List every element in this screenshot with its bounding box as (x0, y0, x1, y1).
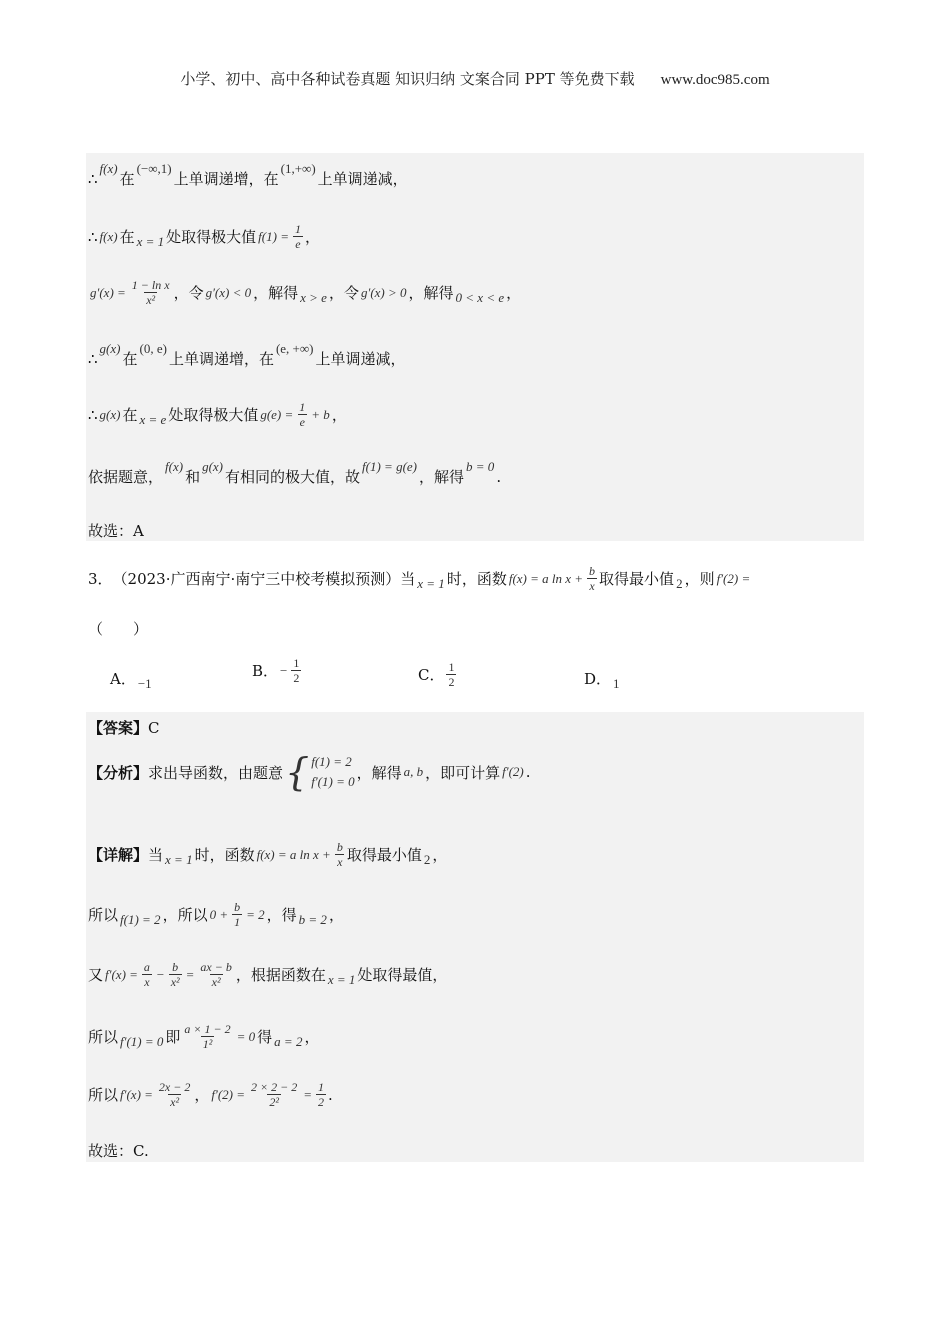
math-interval: (−∞,1) (136, 160, 172, 176)
fraction: $\frac{b}{x}$ (336, 840, 343, 869)
equation-system: { f(1) = 2 f′(1) = 0 (285, 750, 355, 794)
detail-line-2: 所以 f(1) = 2 ，所以 0 + $\frac{b}{1}$ = 2 ，得 b = 2 ， (88, 900, 344, 929)
detail-line-3: 又 f′(x) = $\frac{a}{x}$ − $\frac{b}{\text{x²}}$ = $\frac{ax - b}{\text{x²}}$ ，根据函数在 x = 1 处取得最值， (88, 960, 448, 989)
choice-b[interactable]: B． − $\frac{1}{2}$ (252, 656, 300, 685)
fraction: $\frac{1}{e}$ (299, 400, 306, 429)
page-header (0, 68, 950, 89)
fraction: $\frac{b}{1}$ (234, 900, 241, 929)
header-site: www.doc985.com (660, 72, 770, 88)
solution-line-5: ∴ g(x) 在 x = e 处取得极大值 g(e) = $\frac{1}{e}$ + b ， (88, 400, 347, 429)
detail-line-4: 所以 f′(1) = 0 即 $\frac{a \times 1 - 2}{\text{1²}}$ = 0 得 a = 2 ， (88, 1022, 320, 1051)
choice-a[interactable]: A． −1 (110, 670, 152, 691)
fraction: $\frac{2 \times 2 - 2}{\text{2²}}$ (251, 1080, 298, 1109)
fraction: $\frac{2x - 2}{\text{x²}}$ (158, 1080, 191, 1109)
solution-line-6: 依据题意， f(x) 和 g(x) 有相同的极大值，故 f(1) = g(e) ，解得 b = 0 . (88, 458, 502, 486)
fraction: $\frac{1}{2}$ (448, 660, 455, 689)
fraction: $\frac{\text{1 − ln x}}{\text{x²}}$ (131, 278, 170, 307)
solution-line-2: ∴ f(x) 在 x = 1 处取得极大值 f(1) = $\frac{1}{e}$ ， (88, 222, 320, 251)
question-paren: （ ） (88, 620, 149, 638)
solution-line-3: g′(x) = $\frac{\text{1 − ln x}}{\text{x²}}$ ，令 g′(x) < 0 ，解得 x > e ，令 g′(x) > 0 ，解得 0 < x < e ， (90, 278, 522, 307)
analysis-line: 【分析】 求出导函数，由题意 { f(1) = 2 f′(1) = 0 ，解得 a, b ，即可计算 f′(2) . (88, 750, 531, 794)
fraction: $\frac{a}{x}$ (143, 960, 150, 989)
fraction: $\frac{b}{\text{x²}}$ (170, 960, 180, 989)
question-3: 3． （2023·广西南宁·南宁三中校考模拟预测）当 x = 1 时，函数 f(x) = a ln x + $\frac{b}{x}$ 取得最小值 2 ，则 f′(2) = (88, 564, 751, 593)
choice-c[interactable]: C． $\frac{1}{2}$ (418, 660, 455, 689)
fraction: $\frac{b}{x}$ (589, 564, 596, 593)
answer-line: 【答案】 C (88, 718, 160, 737)
fraction: $\frac{ax - b}{\text{x²}}$ (200, 960, 232, 989)
detail-line-5: 所以 f′(x) = $\frac{2x - 2}{\text{x²}}$ ， f′(2) = $\frac{2 \times 2 - 2}{\text{2²}}$ = $\frac{1}{2}$ . (88, 1080, 333, 1109)
choice-d[interactable]: D． 1 (584, 670, 620, 691)
detail-line-6: 故选：C. (88, 1142, 149, 1160)
fraction: $\frac{a \times 1 - 2}{\text{1²}}$ (184, 1022, 231, 1051)
solution-line-4: ∴ g(x) 在 (0, e) 上单调递增，在 (e, +∞) 上单调递减， (88, 340, 406, 368)
fraction: $\frac{1}{2}$ (318, 1080, 324, 1109)
header-text: 小学、初中、高中各种试卷真题 知识归纳 文案合同 PPT 等免费下载 (180, 70, 635, 88)
math-interval: (1,+∞) (280, 160, 316, 176)
solution-line-1: ∴ f(x) 在 (−∞,1) 上单调递增，在 (1,+∞) 上单调递减， (88, 160, 408, 188)
solution-line-7: 故选：A (88, 522, 144, 540)
fraction: $\frac{1}{2}$ (293, 656, 300, 685)
fraction: $\frac{1}{e}$ (294, 222, 301, 251)
detail-line-1: 【详解】 当 x = 1 时，函数 f(x) = a ln x + $\frac{b}{x}$ 取得最小值 2 ， (88, 840, 448, 869)
math-fx: f(x) (99, 160, 118, 176)
